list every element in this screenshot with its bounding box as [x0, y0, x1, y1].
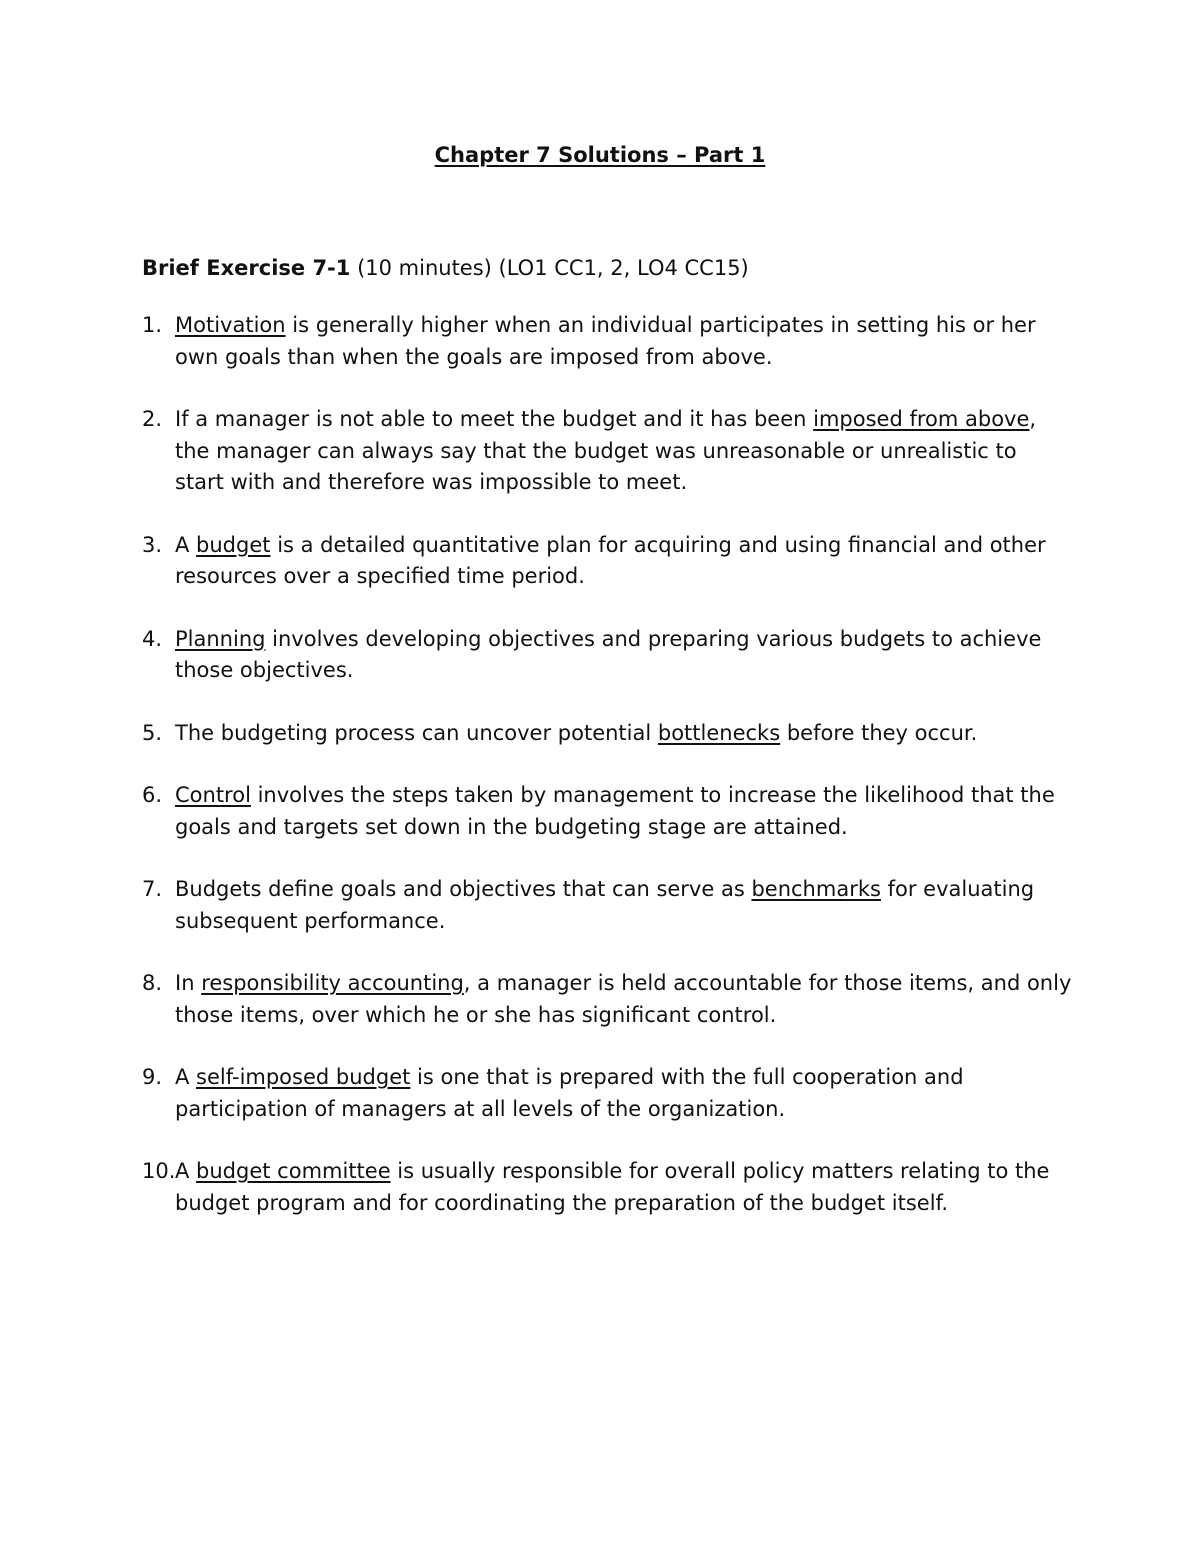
item-key-term: self-imposed budget — [196, 1065, 411, 1089]
item-number: 1. — [142, 313, 163, 337]
item-text-before: A — [175, 1159, 197, 1183]
list-item — [142, 874, 1072, 937]
item-text-before: A — [175, 1065, 197, 1089]
exercise-header — [142, 256, 749, 280]
item-key-term: bottlenecks — [657, 720, 781, 745]
item-text-after: , a manager is held accountable for those items, and only those items, over which he or she has significant control. — [175, 971, 1072, 1027]
item-text-after: before they occur. — [780, 720, 978, 745]
item-key-term: Control — [175, 783, 251, 807]
item-number: 8. — [142, 971, 163, 995]
item-text-after: is usually responsible for overall policy matters relating to the budget program and for coordinating the preparation of the budget itself. — [175, 1159, 1050, 1215]
item-key-term: Motivation — [175, 313, 286, 337]
item-number: 4. — [142, 626, 163, 651]
answer-list — [142, 310, 1072, 1250]
list-item — [142, 1062, 1072, 1125]
list-item — [142, 624, 1072, 687]
item-number: 5. — [142, 720, 163, 745]
item-number: 9. — [142, 1065, 163, 1089]
item-key-term: responsibility accounting — [201, 971, 464, 995]
item-text-before: A — [175, 532, 197, 557]
list-item — [142, 310, 1072, 373]
list-item — [142, 404, 1072, 499]
item-number: 6. — [142, 783, 163, 807]
page-title: Chapter 7 Solutions – Part 1 — [434, 143, 766, 167]
item-key-term: Planning — [175, 626, 266, 651]
item-text-before: The budgeting process can uncover potential — [175, 720, 658, 745]
item-text-before: If a manager is not able to meet the budget and it has been — [175, 407, 814, 431]
list-item — [142, 780, 1072, 843]
item-text-before: Budgets define goals and objectives that can serve as — [175, 877, 752, 901]
item-text-after: involves developing objectives and preparing various budgets to achieve those objectives. — [175, 626, 1042, 682]
item-text-after: is one that is prepared with the full cooperation and participation of managers at all levels of the organization. — [175, 1065, 964, 1121]
item-number: 3. — [142, 532, 163, 557]
item-text-after: , the manager can always say that the budget was unreasonable or unrealistic to start with and therefore was impossible to meet. — [175, 407, 1037, 494]
item-number: 2. — [142, 407, 163, 431]
item-text-after: involves the steps taken by management to increase the likelihood that the goals and targets set down in the budgeting stage are attained. — [175, 783, 1055, 839]
item-text-after: for evaluating subsequent performance. — [175, 877, 1035, 933]
item-key-term: budget — [196, 532, 271, 557]
list-item — [142, 530, 1072, 593]
item-key-term: budget committee — [196, 1159, 391, 1183]
item-number: 10. — [142, 1159, 176, 1183]
list-item — [142, 968, 1072, 1031]
item-text-after: is generally higher when an individual participates in setting his or her own goals than when the goals are imposed from above. — [175, 313, 1036, 369]
exercise-details: (10 minutes) (LO1 CC1, 2, LO4 CC15) — [350, 256, 749, 280]
item-text-before: In — [175, 971, 202, 995]
item-text-after: is a detailed quantitative plan for acquiring and using financial and other resources over a specified time period. — [175, 532, 1046, 588]
item-number: 7. — [142, 877, 163, 901]
list-item — [142, 1156, 1072, 1219]
item-key-term: benchmarks — [751, 877, 881, 901]
item-key-term: imposed from above — [813, 407, 1030, 431]
exercise-label: Brief Exercise 7-1 — [142, 256, 351, 280]
list-item — [142, 718, 1072, 750]
